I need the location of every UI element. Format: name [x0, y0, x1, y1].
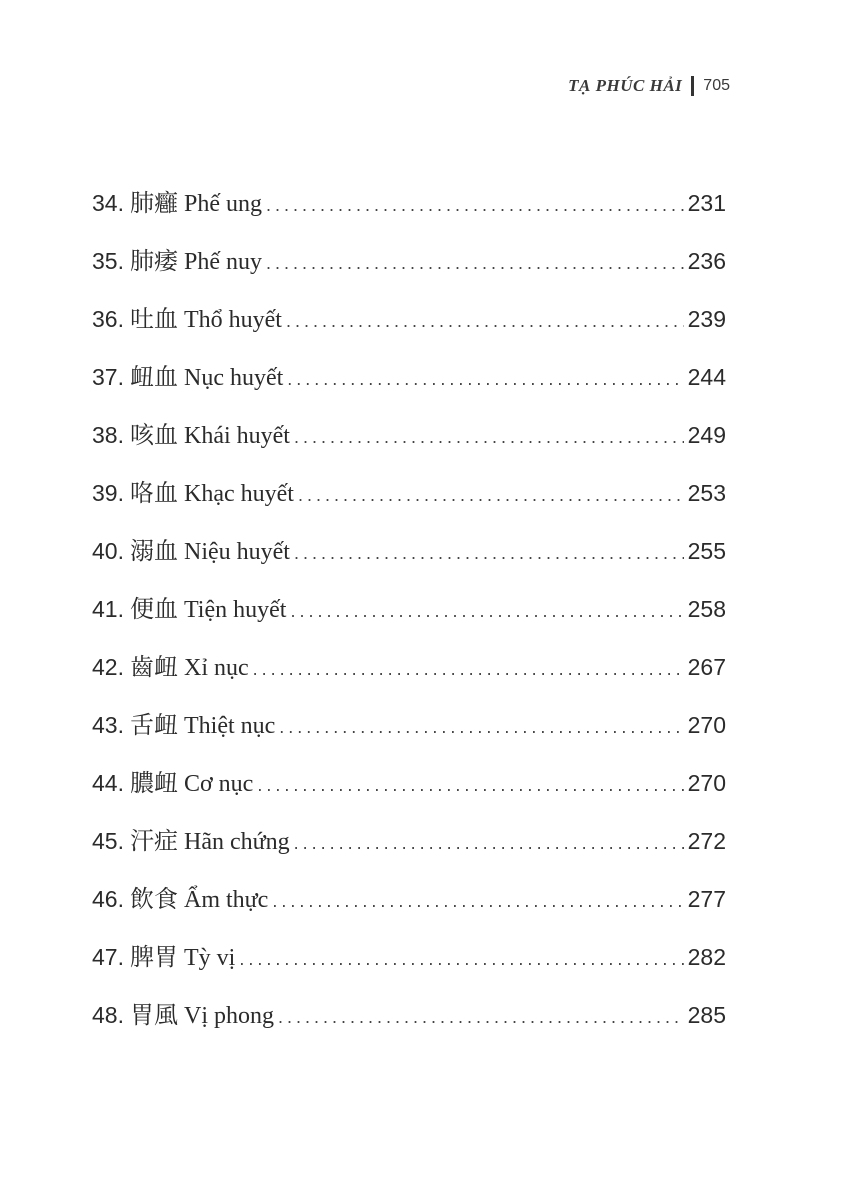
toc-entry	[92, 992, 726, 1050]
toc-entry-number: 36.	[92, 306, 124, 332]
toc-entry-chinese: 齒衄	[129, 655, 178, 681]
toc-entry-title: Tỳ vị	[183, 945, 236, 971]
dot-leader	[253, 646, 684, 692]
toc-entry-title: Thổ huyết	[183, 307, 282, 333]
dot-leader	[266, 240, 684, 286]
toc-entry-page: 255	[687, 538, 726, 564]
toc-entry-title: Ẩm thực	[183, 887, 269, 913]
toc-entry-chinese: 咳血	[129, 423, 178, 449]
dot-leader	[272, 878, 683, 924]
toc-entry	[92, 354, 726, 412]
toc-entry-chinese: 胃風	[129, 1003, 178, 1029]
toc-entry-title: Nục huyết	[183, 365, 284, 391]
toc-entry-chinese: 肺痿	[129, 249, 178, 275]
toc-entry-page: 282	[687, 944, 726, 970]
dot-leader	[294, 820, 684, 866]
dot-leader	[266, 182, 684, 228]
toc-entry-page: 236	[687, 248, 726, 274]
toc-entry-title: Khái huyết	[183, 423, 290, 449]
toc-entry	[92, 296, 726, 354]
toc-entry-chinese: 肺癰	[129, 191, 178, 217]
toc-entry-page: 272	[687, 828, 726, 854]
toc-entry-number: 42.	[92, 654, 124, 680]
header-divider	[691, 76, 694, 96]
toc-entry-number: 39.	[92, 480, 124, 506]
toc-entry-chinese: 便血	[129, 597, 178, 623]
toc-entry-title: Xỉ nục	[183, 655, 249, 681]
toc-entry-chinese: 衄血	[129, 365, 178, 391]
toc-entry	[92, 238, 726, 296]
toc-entry	[92, 934, 726, 992]
toc-entry-number: 48.	[92, 1002, 124, 1028]
toc-entry-page: 231	[687, 190, 726, 216]
toc-entry-page: 285	[687, 1002, 726, 1028]
toc-entry-page: 258	[687, 596, 726, 622]
toc-entry-number: 38.	[92, 422, 124, 448]
toc-entry-number: 45.	[92, 828, 124, 854]
toc-entry-title: Hãn chứng	[183, 829, 290, 855]
toc-entry-number: 40.	[92, 538, 124, 564]
dot-leader	[294, 530, 684, 576]
dot-leader	[286, 298, 684, 344]
dot-leader	[287, 356, 683, 402]
toc-entry-page: 270	[687, 770, 726, 796]
toc-entry-page: 253	[687, 480, 726, 506]
toc-entry	[92, 876, 726, 934]
table-of-contents	[92, 180, 726, 1050]
toc-entry-chinese: 咯血	[129, 481, 178, 507]
toc-entry-title: Thiệt nục	[183, 713, 276, 739]
toc-entry-page: 244	[687, 364, 726, 390]
toc-entry-title: Cơ nục	[183, 771, 254, 797]
toc-entry-title: Phế nuy	[183, 249, 262, 275]
toc-entry	[92, 470, 726, 528]
toc-entry	[92, 586, 726, 644]
running-header-author: TẠ PHÚC HẢI	[568, 76, 683, 95]
toc-entry	[92, 528, 726, 586]
toc-entry-title: Tiện huyết	[183, 597, 287, 623]
dot-leader	[298, 472, 684, 518]
toc-entry-chinese: 吐血	[129, 307, 178, 333]
toc-entry-chinese: 溺血	[129, 539, 178, 565]
toc-entry-page: 267	[687, 654, 726, 680]
toc-entry	[92, 644, 726, 702]
dot-leader	[257, 762, 683, 808]
toc-entry-number: 34.	[92, 190, 124, 216]
dot-leader	[239, 936, 683, 982]
dot-leader	[278, 994, 684, 1040]
toc-entry-chinese: 膿衄	[129, 771, 178, 797]
toc-entry-title: Niệu huyết	[183, 539, 290, 565]
toc-entry-title: Vị phong	[183, 1003, 274, 1029]
toc-entry-number: 47.	[92, 944, 124, 970]
toc-entry-page: 239	[687, 306, 726, 332]
toc-entry	[92, 818, 726, 876]
toc-entry-chinese: 脾胃	[129, 945, 178, 971]
toc-entry-chinese: 汗症	[129, 829, 178, 855]
toc-entry-number: 35.	[92, 248, 124, 274]
toc-entry-number: 46.	[92, 886, 124, 912]
toc-entry-number: 37.	[92, 364, 124, 390]
toc-entry-page: 249	[687, 422, 726, 448]
toc-entry	[92, 702, 726, 760]
toc-entry	[92, 760, 726, 818]
dot-leader	[279, 704, 683, 750]
dot-leader	[290, 588, 683, 634]
toc-entry-page: 277	[687, 886, 726, 912]
toc-entry-number: 43.	[92, 712, 124, 738]
page-number: 705	[703, 77, 730, 94]
toc-entry-chinese: 飲食	[129, 887, 178, 913]
toc-entry-chinese: 舌衄	[129, 713, 178, 739]
toc-entry	[92, 412, 726, 470]
toc-entry-title: Phế ung	[183, 191, 262, 217]
toc-entry	[92, 180, 726, 238]
toc-entry-number: 44.	[92, 770, 124, 796]
toc-entry-title: Khạc huyết	[183, 481, 294, 507]
dot-leader	[294, 414, 684, 460]
toc-entry-number: 41.	[92, 596, 124, 622]
toc-entry-page: 270	[687, 712, 726, 738]
running-header	[568, 76, 730, 96]
